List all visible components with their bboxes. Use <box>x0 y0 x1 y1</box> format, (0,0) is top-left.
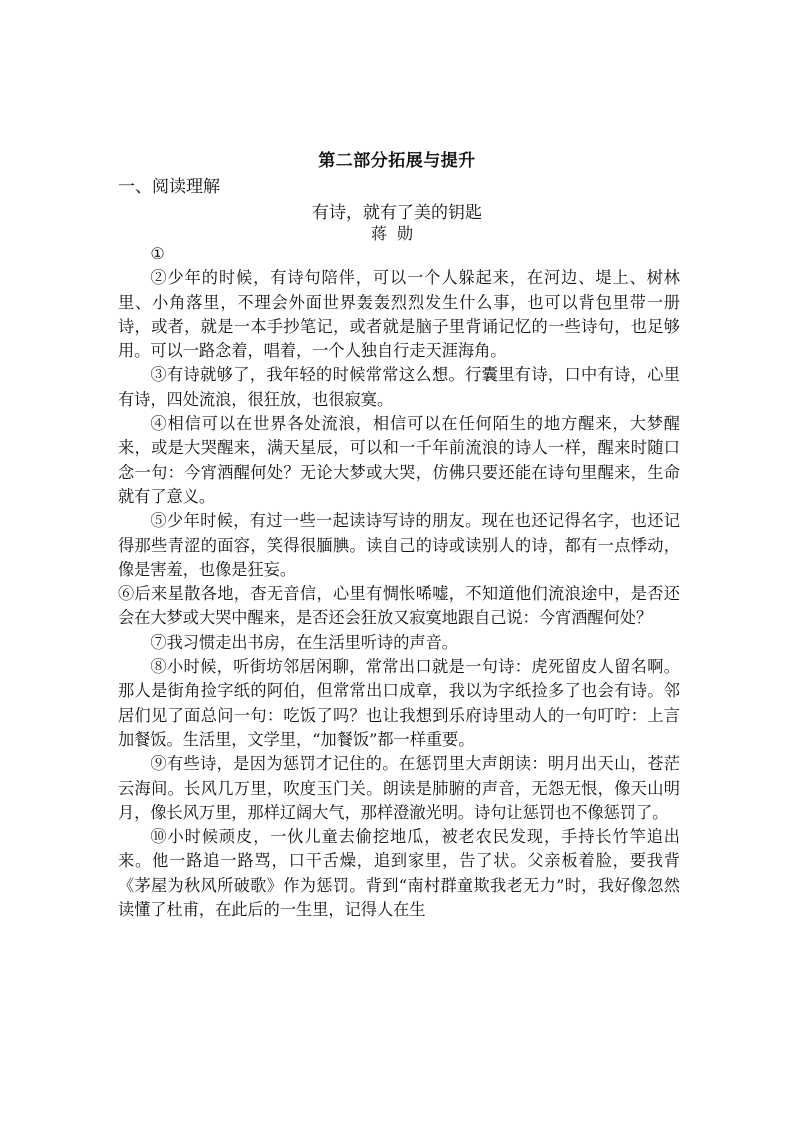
section-title: 第二部分拓展与提升 <box>318 151 476 171</box>
article-title: 有诗，就有了美的钥匙 <box>312 203 482 223</box>
article-body <box>118 242 680 922</box>
paragraph-4: ④相信可以在世界各处流浪，相信可以在任何陌生的地方醒来，大梦醒来，或是大哭醒来，满天星辰，可以和一千年前流浪的诗人一样，醒来时随口念一句：今宵酒醒何处？无论大梦或大哭，仿佛只要还能在诗句里醒来，生命就有了意义。 <box>118 414 680 506</box>
article-author: 蒋勋 <box>370 224 423 243</box>
paragraph-6: ⑥后来星散各地，杳无音信，心里有惆怅唏嘘，不知道他们流浪途中，是否还会在大梦或大哭中醒来，是否还会狂放又寂寞地跟自己说：今宵酒醒何处？ <box>118 584 680 628</box>
paragraph-8: ⑧小时候，听街坊邻居闲聊，常常出口就是一句诗：虎死留皮人留名啊。那人是街角捡字纸的阿伯，但常常出口成章，我以为字纸捡多了也会有诗。邻居们见了面总问一句：吃饭了吗？也让我想到乐府诗里动人的一句叮咛：上言加餐饭。生活里，文学里，“加餐饭”都一样重要。 <box>118 657 680 749</box>
paragraph-9: ⑨有些诗，是因为惩罚才记住的。在惩罚里大声朗读：明月出天山，苍茫云海间。长风几万里，吹度玉门关。朗读是肺腑的声音，无怨无恨，像天山明月，像长风万里，那样辽阔大气，那样澄澈光明。诗句让惩罚也不像惩罚了。 <box>118 754 680 822</box>
paragraph-5: ⑤少年时候，有过一些一起读诗写诗的朋友。现在也还记得名字，也还记得那些青涩的面容，笑得很腼腆。读自己的诗或读别人的诗，都有一点悸动，像是害羞，也像是狂妄。 <box>118 511 680 579</box>
part-heading: 一、阅读理解 <box>118 177 220 197</box>
paragraph-3: ③有诗就够了，我年轻的时候常常这么想。行囊里有诗，口中有诗，心里有诗，四处流浪，很狂放，也很寂寞。 <box>118 365 680 409</box>
paragraph-7: ⑦我习惯走出书房，在生活里听诗的声音。 <box>150 632 458 652</box>
paragraph-2: ②少年的时候，有诗句陪伴，可以一个人躲起来，在河边、堤上、树林里、小角落里，不理会外面世界轰轰烈烈发生什么事，也可以背包里带一册诗，或者，就是一本手抄笔记，或者就是脑子里背诵记忆的一些诗句，也足够用。可以一路念着，唱着，一个人独自行走天涯海角。 <box>118 268 680 361</box>
paragraph-10: ⑩小时候顽皮，一伙儿童去偷挖地瓜，被老农民发现，手持长竹竿追出来。他一路追一路骂，口干舌燥，追到家里，告了状。父亲板着脸，要我背《茅屋为秋风所破歌》作为惩罚。背到“南村群童欺我老无力”时，我好像忽然读懂了杜甫，在此后的一生里，记得人在生 <box>118 827 680 920</box>
paragraph-1: ① <box>150 244 165 263</box>
